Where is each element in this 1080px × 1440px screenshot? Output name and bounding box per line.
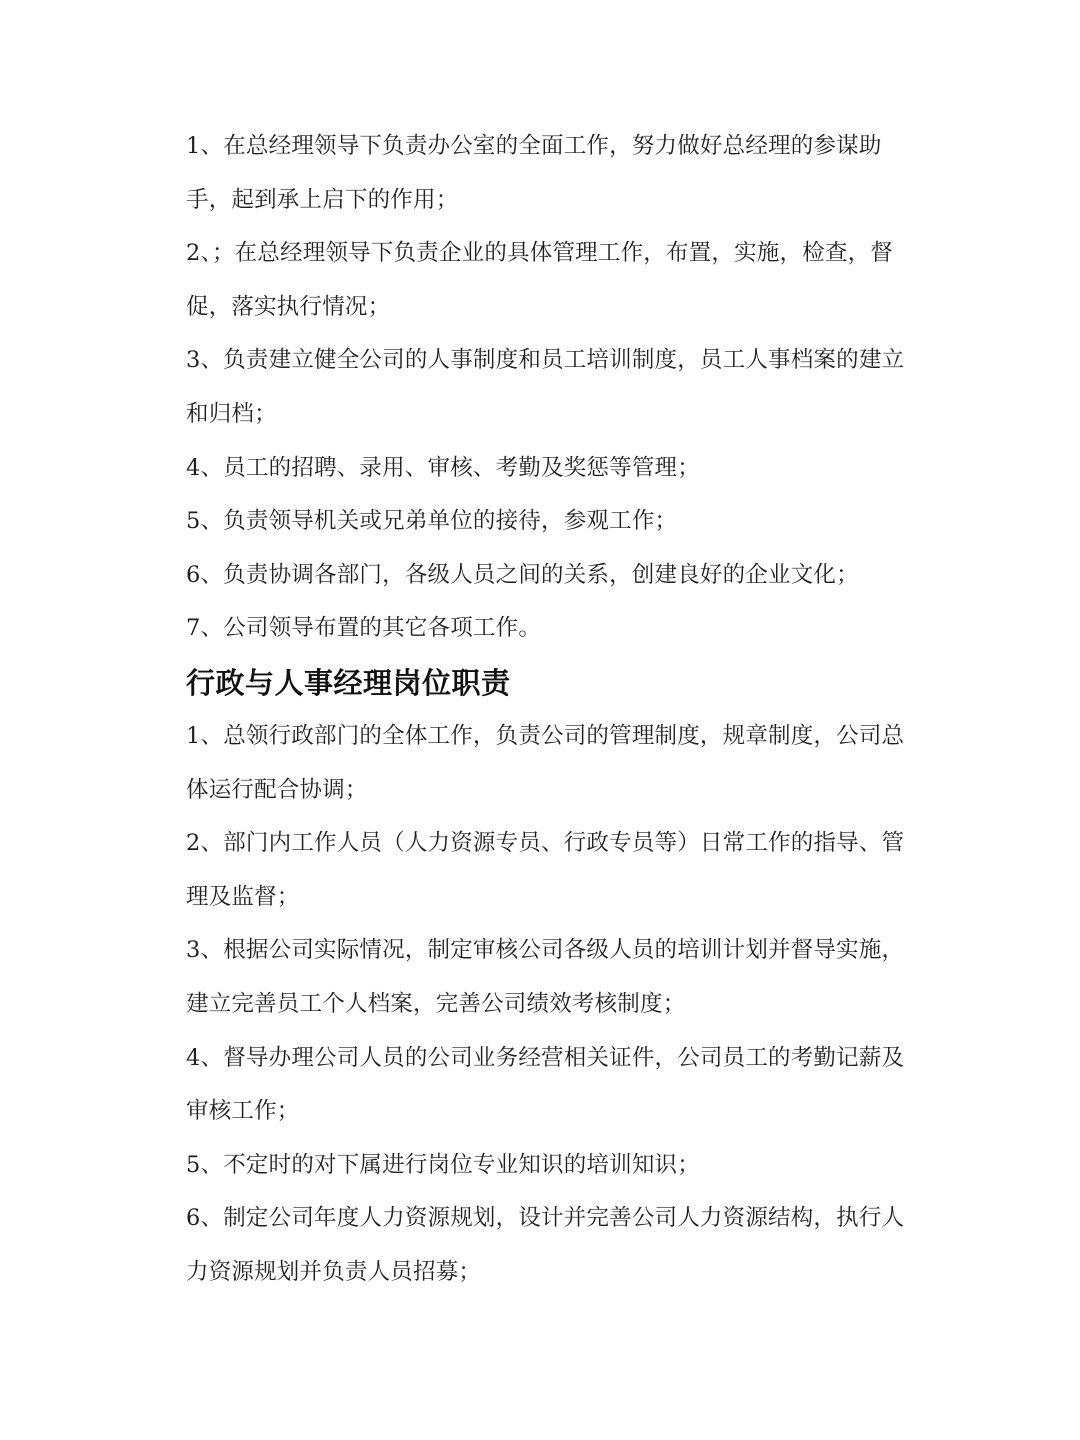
hr-duty-item-6: 6、制定公司年度人力资源规划，设计并完善公司人力资源结构，执行人力资源规划并负责人员招募；: [186, 1205, 905, 1285]
section-heading: 行政与人事经理岗位职责: [186, 665, 511, 700]
duty-item-4: 4、员工的招聘、录用、审核、考勤及奖惩等管理；: [186, 454, 700, 481]
hr-duty-item-4: 4、督导办理公司人员的公司业务经营相关证件，公司员工的考勤记薪及审核工作；: [186, 1044, 905, 1125]
duties-list-office: [186, 120, 906, 656]
hr-duty-item-5: 5、不定时的对下属进行岗位专业知识的培训知识；: [186, 1151, 700, 1178]
duty-item-3: 3、负责建立健全公司的人事制度和员工培训制度，员工人事档案的建立和归档；: [186, 347, 905, 427]
duty-item-6: 6、负责协调各部门，各级人员之间的关系，创建良好的企业文化；: [186, 561, 859, 588]
duty-item-7: 7、公司领导布置的其它各项工作。: [186, 615, 542, 642]
duty-item-1: 1、在总经理领导下负责办公室的全面工作，努力做好总经理的参谋助手，起到承上启下的作用；: [186, 133, 882, 213]
duty-item-5: 5、负责领导机关或兄弟单位的接待，参观工作；: [186, 508, 678, 535]
duties-list-hr-manager: [186, 710, 906, 1300]
hr-duty-item-3: 3、根据公司实际情况，制定审核公司各级人员的培训计划并督导实施，建立完善员工个人档案，完善公司绩效考核制度；: [186, 937, 905, 1017]
duty-item-2: 2、；在总经理领导下负责企业的具体管理工作，布置，实施，检查，督促，落实执行情况；: [186, 240, 893, 320]
document-page: [186, 120, 906, 1299]
hr-duty-item-2: 2、部门内工作人员（人力资源专员、行政专员等）日常工作的指导、管理及监督；: [186, 830, 905, 910]
hr-duty-item-1: 1、总领行政部门的全体工作，负责公司的管理制度，规章制度，公司总体运行配合协调；: [186, 722, 905, 803]
